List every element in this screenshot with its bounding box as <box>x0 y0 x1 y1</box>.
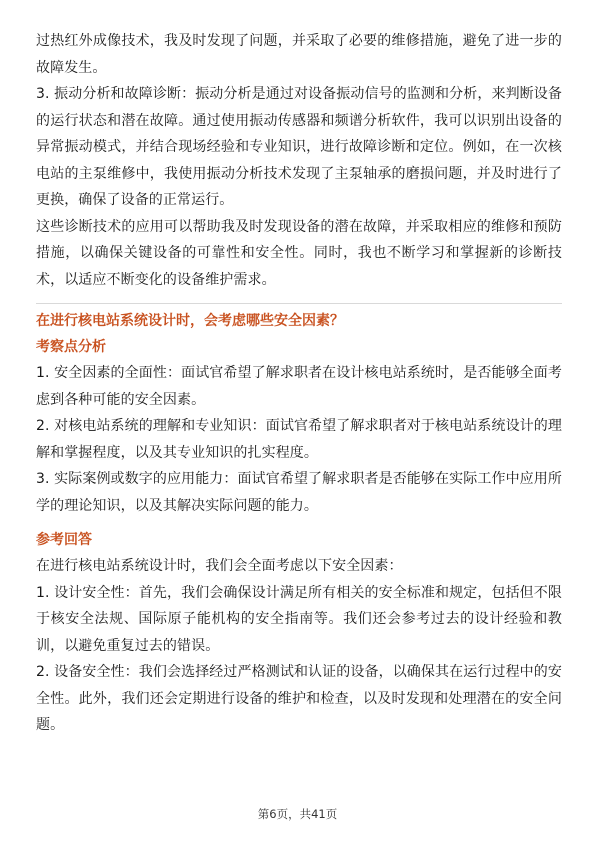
analysis-item: 2. 对核电站系统的理解和专业知识：面试官希望了解求职者对于核电站系统设计的理解和掌握程度，以及其专业知识的扎实程度。 <box>36 418 562 461</box>
analysis-item: 1. 安全因素的全面性：面试官希望了解求职者在设计核电站系统时，是否能够全面考虑到各种可能的安全因素。 <box>36 365 562 408</box>
paragraph-vibration-analysis: 3. 振动分析和故障诊断：振动分析是通过对设备振动信号的监测和分析，来判断设备的运行状态和潜在故障。通过使用振动传感器和频谱分析软件，我可以识别出设备的异常振动模式，并结合现场经验和专业知识，进行故障诊断和定位。例如，在一次核电站的主泵维修中，我使用振动分析技术发现了主泵轴承的磨损问题，并及时进行了更换，确保了设备的正常运行。 <box>36 86 562 208</box>
section-divider <box>36 303 562 304</box>
page-number: 第6页，共41页 <box>257 807 338 821</box>
answer-item: 1. 设计安全性：首先，我们会确保设计满足所有相关的安全标准和规定，包括但不限于核安全法规、国际原子能机构的安全指南等。我们还会参考过去的设计经验和教训，以避免重复过去的错误。 <box>36 584 562 654</box>
analysis-heading: 考察点分析 <box>36 339 106 355</box>
answer-item: 2. 设备安全性：我们会选择经过严格测试和认证的设备，以确保其在运行过程中的安全性。此外，我们还会定期进行设备的维护和检查，以及时发现和处理潜在的安全问题。 <box>36 664 562 733</box>
answer-heading: 参考回答 <box>36 532 92 548</box>
analysis-item: 3. 实际案例或数字的应用能力：面试官希望了解求职者是否能够在实际工作中应用所学的理论知识，以及其解决实际问题的能力。 <box>36 471 562 514</box>
question-title: 在进行核电站系统设计时，会考虑哪些安全因素？ <box>36 313 344 329</box>
paragraph-infrared-continuation: 过热红外成像技术，我及时发现了问题，并采取了必要的维修措施，避免了进一步的故障发生。 <box>36 33 562 76</box>
paragraph-summary: 这些诊断技术的应用可以帮助我及时发现设备的潜在故障，并采取相应的维修和预防措施，以确保关键设备的可靠性和安全性。同时，我也不断学习和掌握新的诊断技术，以适应不断变化的设备维护需求。 <box>36 218 562 288</box>
answer-intro: 在进行核电站系统设计时，我们会全面考虑以下安全因素： <box>36 558 403 574</box>
page-content <box>36 28 562 739</box>
